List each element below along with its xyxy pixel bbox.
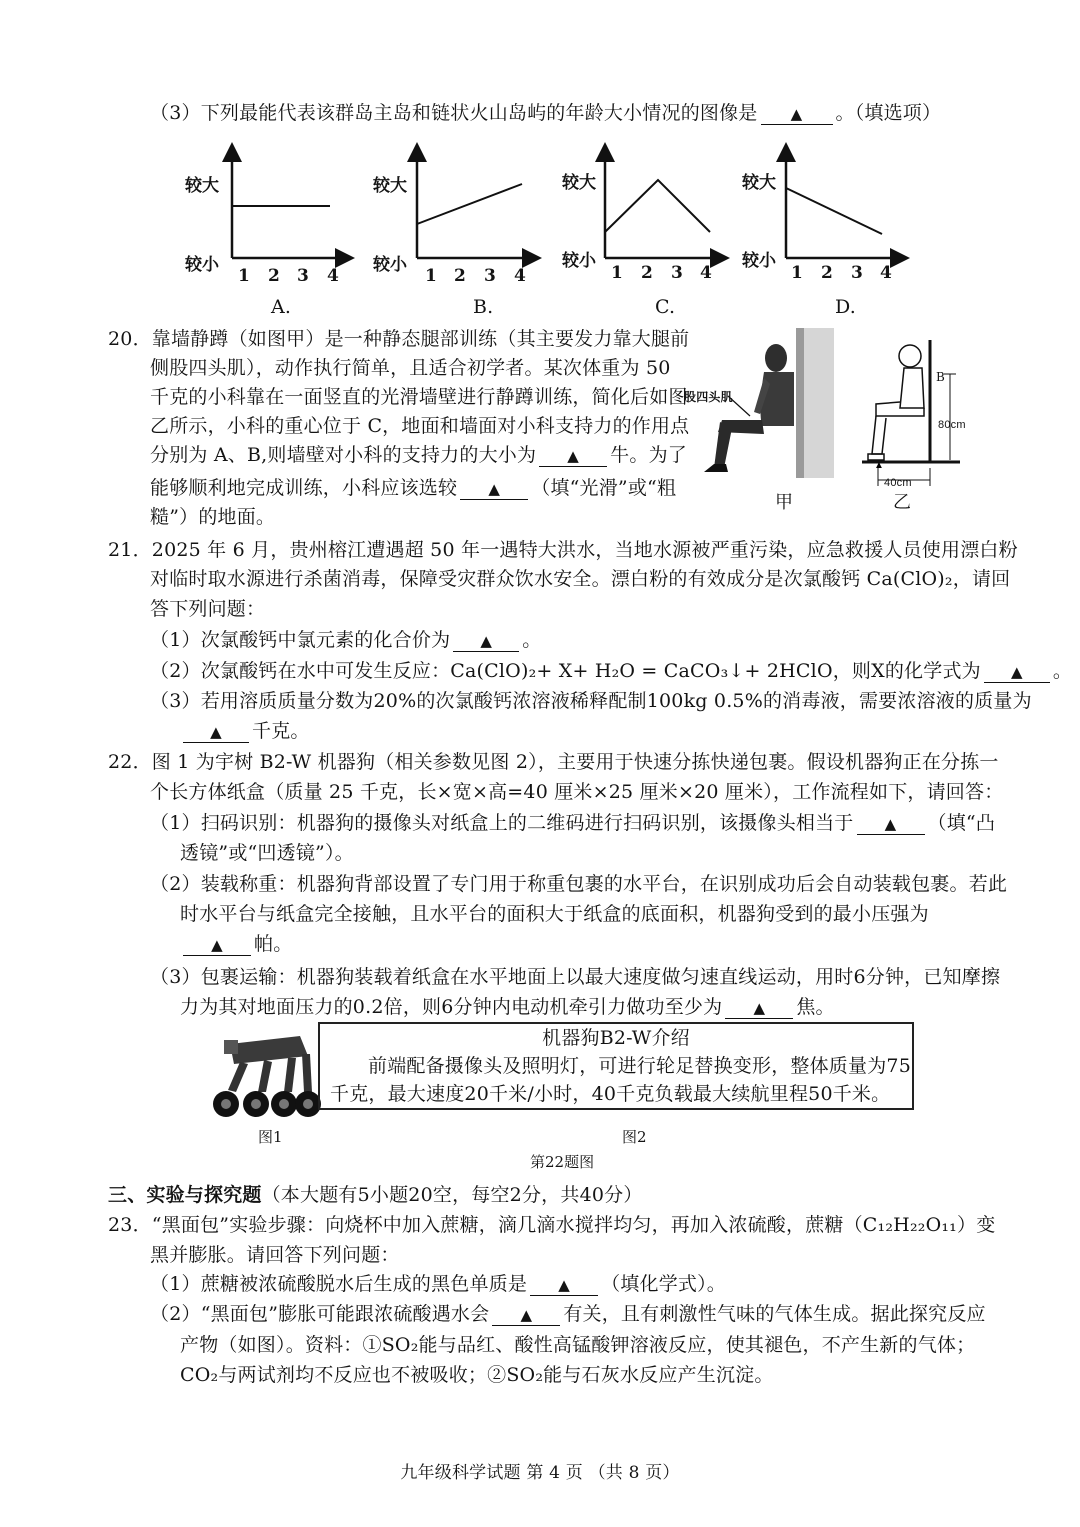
info-box-line: 前端配备摄像头及照明灯，可进行轮足替换变形，整体质量为75 bbox=[368, 1055, 911, 1077]
fig1-label: 图1 bbox=[258, 1128, 283, 1146]
width-label: 40cm bbox=[884, 477, 912, 489]
option-b[interactable]: B. bbox=[473, 296, 494, 318]
q22-sub3: （3）包裹运输：机器狗装载着纸盒在水平地面上以最大速度做匀速直线运动，用时6分钟，已知摩擦 bbox=[150, 966, 1001, 988]
q21-sub1 bbox=[150, 627, 542, 653]
graph-b-tick: 2 bbox=[454, 266, 466, 286]
q21-line: 对临时取水源进行杀菌消毒，保障受灾群众饮水安全。漂白粉的有效成分是次氯酸钙 Ca(ClO)₂，请回 bbox=[150, 568, 1011, 590]
graph-b-tick: 1 bbox=[425, 266, 437, 286]
q19-sub3 bbox=[150, 100, 941, 126]
answer-blank[interactable] bbox=[183, 934, 251, 956]
graph-c-tick: 2 bbox=[641, 263, 653, 283]
q22-text: 力为其对地面压力的0.2倍，则6分钟内电动机牵引力做功至少为 bbox=[180, 996, 723, 1018]
q21-line: 21．2025 年 6 月，贵州榕江遭遇超 50 年一遇特大洪水，当地水源被严重污染，应急救援人员使用漂白粉 bbox=[108, 539, 1018, 561]
q22-line: 22．图 1 为宇树 B2-W 机器狗（相关参数见图 2），主要用于快速分拣快递包裹。假设机器狗正在分拣一 bbox=[108, 751, 999, 773]
blank-marker: ▲ bbox=[1010, 663, 1023, 681]
section-note: （本大题有5小题20空，每空2分，共40分） bbox=[261, 1184, 643, 1206]
graph-c-tick: 3 bbox=[671, 263, 683, 283]
q22-sub1-line2: 透镜”或“凹透镜”）。 bbox=[180, 842, 354, 864]
answer-blank[interactable] bbox=[530, 1274, 598, 1296]
blank-marker: ▲ bbox=[211, 936, 223, 954]
q20-text: 分别为 A、B,则墙壁对小科的支持力的大小为 bbox=[150, 444, 537, 466]
q21-text: 。 bbox=[522, 629, 542, 651]
graph-a bbox=[232, 152, 345, 258]
q20-line: 20．靠墙静蹲（如图甲）是一种静态腿部训练（其主要发力靠大腿前 bbox=[108, 328, 690, 350]
q22-sub3-line2 bbox=[180, 994, 835, 1020]
q21-text: （1）次氯酸钙中氯元素的化合价为 bbox=[150, 629, 451, 651]
graph-b-ylabel-top: 较大 bbox=[373, 176, 407, 196]
q21-text: 。 bbox=[1052, 660, 1073, 682]
q20-line: 糙”）的地面。 bbox=[150, 506, 276, 528]
graph-a-tick: 3 bbox=[297, 266, 309, 286]
q23-text: 有关，且有刺激性气味的气体生成。据此探究反应 bbox=[563, 1303, 986, 1325]
q22-line: 个长方体纸盒（质量 25 千克，长×宽×高=40 厘米×25 厘米×20 厘米），工作流程如下，请回答： bbox=[150, 781, 1004, 803]
fig-yi-label: 乙 bbox=[893, 492, 912, 513]
blank-marker: ▲ bbox=[558, 1276, 570, 1294]
graph-d-tick: 3 bbox=[851, 263, 863, 283]
graph-a-ylabel-bottom: 较小 bbox=[185, 255, 219, 275]
answer-blank[interactable] bbox=[453, 630, 519, 652]
fig2-label: 图2 bbox=[622, 1128, 647, 1146]
graph-a-tick: 2 bbox=[268, 266, 280, 286]
blank-marker: ▲ bbox=[753, 999, 766, 1017]
robot-dog-figure bbox=[204, 1030, 324, 1122]
q20-text: 牛。为了 bbox=[610, 444, 687, 466]
blank-marker: ▲ bbox=[480, 632, 493, 650]
q22-text: （填“凸 bbox=[927, 812, 996, 834]
option-a[interactable]: A. bbox=[271, 296, 292, 318]
blank-marker: ▲ bbox=[210, 723, 222, 741]
option-c[interactable]: C. bbox=[655, 296, 676, 318]
q21-text: （2）次氯酸钙在水中可发生反应：Ca(ClO)₂+ X+ H₂O = CaCO₃↓+ 2HClO，则X的化学式为 bbox=[150, 660, 981, 682]
graph-b-ylabel-bottom: 较小 bbox=[373, 255, 407, 275]
graph-c-ylabel-bottom: 较小 bbox=[562, 251, 596, 271]
q23-text: （填化学式）。 bbox=[601, 1273, 726, 1295]
q22-text: （1）扫码识别：机器狗的摄像头对纸盒上的二维码进行扫码识别，该摄像头相当于 bbox=[150, 812, 854, 834]
graph-b bbox=[417, 152, 532, 258]
answer-blank[interactable] bbox=[984, 661, 1050, 683]
graph-d-ylabel-bottom: 较小 bbox=[742, 251, 776, 271]
q21-sub3: （3）若用溶质质量分数为20%的次氯酸钙浓溶液稀释配制100kg 0.5%的消毒液，需要浓溶液的质量为 bbox=[150, 690, 1032, 712]
graph-d-tick: 2 bbox=[821, 263, 833, 283]
q23-text: （1）蔗糖被浓硫酸脱水后生成的黑色单质是 bbox=[150, 1273, 528, 1295]
answer-blank[interactable] bbox=[460, 478, 528, 500]
q20-text: 能够顺利地完成训练，小科应该选较 bbox=[150, 477, 458, 499]
graph-a-tick: 4 bbox=[327, 266, 339, 286]
answer-blank[interactable] bbox=[183, 721, 249, 743]
q23-text: （2）“黑面包”膨胀可能跟浓硫酸遇水会 bbox=[150, 1303, 490, 1325]
q23-sub2-line2: 产物（如图）。资料：①SO₂能与品红、酸性高锰酸钾溶液反应，使其褪色，不产生新的气体； bbox=[180, 1334, 976, 1356]
q19-sub3-text: （3）下列最能代表该群岛主岛和链状火山岛屿的年龄大小情况的图像是 bbox=[150, 102, 758, 124]
answer-blank[interactable] bbox=[725, 997, 793, 1019]
svg-text:▲: ▲ bbox=[874, 460, 884, 471]
blank-marker: ▲ bbox=[488, 480, 501, 498]
q22-sub2-line2: 时水平台与纸盒完全接触，且水平台的面积大于纸盒的底面积，机器狗受到的最小压强为 bbox=[180, 903, 929, 925]
q21-sub2 bbox=[150, 658, 1072, 684]
q22-sub2-line3 bbox=[180, 931, 292, 957]
q21-sub3-line2 bbox=[180, 718, 310, 744]
muscle-label: 股四头肌 bbox=[684, 390, 733, 404]
q20-line bbox=[150, 475, 676, 501]
section-heading bbox=[108, 1182, 643, 1208]
q23-sub2 bbox=[150, 1301, 986, 1327]
page-footer: 九年级科学试题 第 4 页 （共 8 页） bbox=[400, 1463, 680, 1483]
blank-marker: ▲ bbox=[884, 815, 897, 833]
graph-a-tick: 1 bbox=[238, 266, 250, 286]
answer-blank[interactable] bbox=[492, 1304, 560, 1326]
blank-marker: ▲ bbox=[567, 447, 580, 465]
q22-text: 帕。 bbox=[254, 933, 293, 955]
height-label: 80cm bbox=[938, 419, 966, 431]
q22-sub2: （2）装载称重：机器狗背部设置了专门用于称重包裹的水平台，在识别成功后会自动装载包裹。若此 bbox=[150, 873, 1008, 895]
q22-text: 焦。 bbox=[796, 996, 835, 1018]
fig-jia-label: 甲 bbox=[775, 492, 794, 513]
answer-blank[interactable] bbox=[857, 813, 925, 835]
q21-line: 答下列问题： bbox=[150, 598, 266, 620]
graph-c-tick: 4 bbox=[700, 263, 712, 283]
graph-d-tick: 1 bbox=[791, 263, 803, 283]
blank-marker: ▲ bbox=[520, 1306, 533, 1324]
graph-d bbox=[786, 152, 900, 258]
q23-line: 黑并膨胀。请回答下列问题： bbox=[150, 1244, 400, 1266]
graph-c-tick: 1 bbox=[611, 263, 623, 283]
q20-line: 侧股四头肌），动作执行简单，且适合初学者。某次体重为 50 bbox=[150, 357, 671, 379]
figure-caption: 第22题图 bbox=[530, 1153, 595, 1171]
answer-blank[interactable] bbox=[539, 445, 607, 467]
graph-d-ylabel-top: 较大 bbox=[742, 173, 776, 193]
graph-d-tick: 4 bbox=[880, 263, 892, 283]
blank-marker: ▲ bbox=[790, 105, 803, 123]
answer-blank[interactable] bbox=[761, 103, 833, 125]
q19-sub3-hint: 。（填选项） bbox=[835, 102, 942, 124]
q23-sub1 bbox=[150, 1271, 726, 1297]
graph-b-tick: 4 bbox=[514, 266, 526, 286]
q20-line: 千克的小科靠在一面竖直的光滑墙壁进行静蹲训练，简化后如图 bbox=[150, 386, 688, 408]
q23-line: 23．“黑面包”实验步骤：向烧杯中加入蔗糖，滴几滴水搅拌均匀，再加入浓硫酸，蔗糖（C₁₂H₂₂O₁₁）变 bbox=[108, 1214, 996, 1236]
q20-line: 乙所示，小科的重心位于 C，地面和墙面对小科支持力的作用点 bbox=[150, 415, 690, 437]
graph-a-ylabel-top: 较大 bbox=[185, 176, 219, 196]
option-d[interactable]: D. bbox=[835, 296, 856, 318]
graph-c bbox=[605, 152, 720, 258]
q21-text: 千克。 bbox=[252, 720, 310, 742]
info-box-line: 千克，最大速度20千米/小时，40千克负载最大续航里程50千米。 bbox=[330, 1083, 891, 1105]
q20-text: （填“光滑”或“粗 bbox=[531, 477, 677, 499]
q22-sub1 bbox=[150, 810, 995, 836]
graph-b-tick: 3 bbox=[484, 266, 496, 286]
section-title: 三、实验与探究题 bbox=[108, 1184, 262, 1206]
graph-c-ylabel-top: 较大 bbox=[562, 173, 596, 193]
point-b-label: B bbox=[936, 370, 946, 384]
q23-sub2-line3: CO₂与两试剂均不反应也不被吸收；②SO₂能与石灰水反应产生沉淀。 bbox=[180, 1364, 774, 1386]
q20-line bbox=[150, 442, 687, 468]
info-box-title: 机器狗B2-W介绍 bbox=[542, 1027, 690, 1049]
